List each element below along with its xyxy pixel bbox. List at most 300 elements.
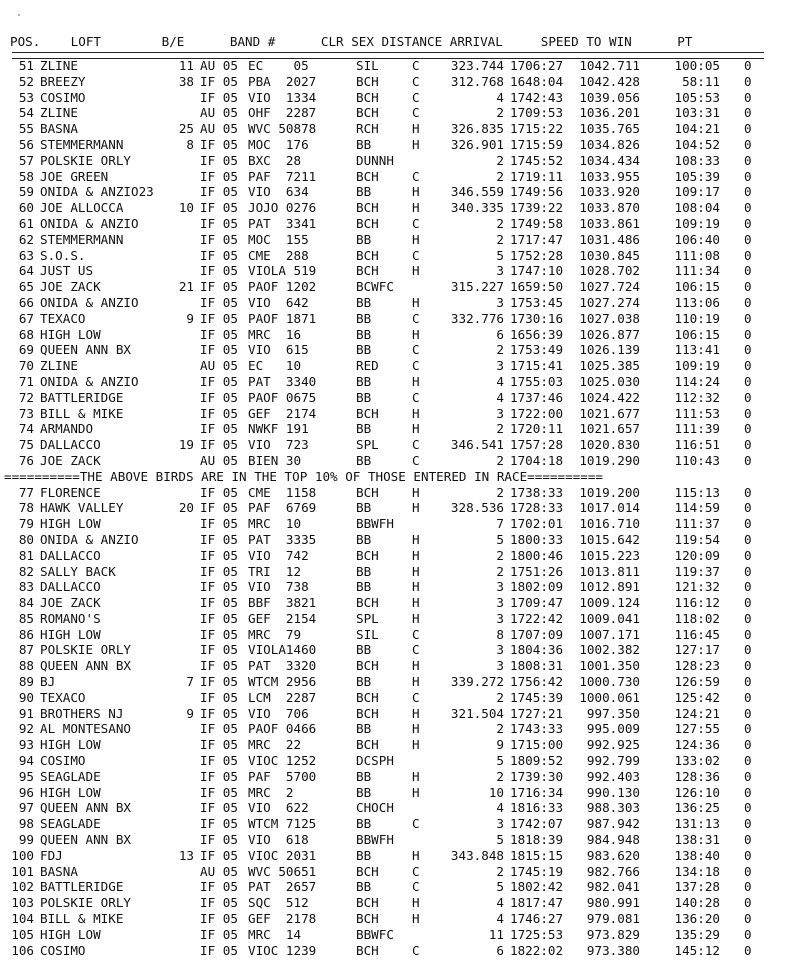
band-cell: MRC 10 — [248, 516, 302, 532]
band-cell: PAOF 0675 — [248, 389, 317, 405]
year-cell: IF 05 — [200, 610, 238, 626]
to-win-cell: 116:12 — [674, 595, 720, 611]
speed-cell: 1028.702 — [579, 263, 640, 279]
table-row — [4, 548, 774, 564]
points-cell: 0 — [744, 547, 752, 563]
distance-cell: 3 — [496, 658, 504, 674]
position-cell: 78 — [18, 500, 34, 516]
arrival-cell: 1730:16 — [510, 310, 564, 326]
position-cell: 66 — [18, 294, 34, 310]
position-cell: 100 — [11, 847, 34, 863]
arrival-cell: 1756:42 — [510, 674, 564, 690]
arrival-cell: 1753:49 — [510, 342, 564, 358]
distance-cell: 323.744 — [450, 58, 504, 73]
position-cell: 104 — [11, 911, 34, 927]
year-cell: IF 05 — [200, 642, 238, 658]
arrival-cell: 1707:09 — [510, 626, 564, 642]
points-cell: 0 — [744, 58, 752, 73]
loft-cell: BILL & MIKE — [40, 405, 124, 421]
arrival-cell: 1719:11 — [510, 168, 564, 184]
loft-cell: ARMANDO — [40, 421, 94, 437]
position-cell: 65 — [18, 279, 34, 295]
speed-cell: 1033.870 — [579, 200, 640, 216]
position-cell: 64 — [18, 263, 34, 279]
color-cell: BB — [356, 342, 372, 358]
speed-cell: 984.948 — [586, 832, 640, 848]
table-row — [4, 816, 774, 832]
band-cell: PAT 3320 — [248, 658, 317, 674]
points-cell: 0 — [744, 452, 752, 468]
sex-cell: H — [412, 326, 420, 342]
color-cell: BB — [356, 531, 372, 547]
be-cell: 10 — [178, 200, 194, 216]
to-win-cell: 128:23 — [674, 658, 720, 674]
speed-cell: 1033.861 — [579, 215, 640, 231]
sex-cell: C — [412, 689, 420, 705]
sex-cell: H — [412, 911, 420, 927]
arrival-cell: 1742:43 — [510, 89, 564, 105]
distance-cell: 3 — [496, 358, 504, 374]
position-cell: 103 — [11, 895, 34, 911]
speed-cell: 1030.845 — [579, 247, 640, 263]
band-cell: TRI 12 — [248, 563, 302, 579]
color-cell: BCH — [356, 484, 379, 500]
be-cell: 9 — [186, 705, 194, 721]
year-cell: IF 05 — [200, 547, 238, 563]
table-row — [4, 564, 774, 580]
speed-cell: 973.380 — [586, 942, 640, 958]
year-cell: IF 05 — [200, 231, 238, 247]
speed-cell: 1033.920 — [579, 184, 640, 200]
points-cell: 0 — [744, 405, 752, 421]
loft-cell: JOE GREEN — [40, 168, 109, 184]
table-row — [4, 279, 774, 295]
speed-cell: 1021.657 — [579, 421, 640, 437]
band-cell: PAT 2657 — [248, 879, 317, 895]
color-cell: BCWFC — [356, 279, 394, 295]
band-cell: JOJO 0276 — [248, 200, 317, 216]
band-cell: EC 05 — [248, 58, 309, 73]
points-cell: 0 — [744, 326, 752, 342]
year-cell: AU 05 — [200, 121, 238, 137]
to-win-cell: 104:52 — [674, 136, 720, 152]
to-win-cell: 140:28 — [674, 895, 720, 911]
year-cell: IF 05 — [200, 136, 238, 152]
arrival-cell: 1725:53 — [510, 926, 564, 942]
color-cell: RED — [356, 358, 379, 374]
to-win-cell: 113:06 — [674, 294, 720, 310]
band-cell: VIOLA1460 — [248, 642, 317, 658]
table-row — [4, 342, 774, 358]
position-cell: 80 — [18, 531, 34, 547]
distance-cell: 3 — [496, 642, 504, 658]
arrival-cell: 1737:46 — [510, 389, 564, 405]
points-cell: 0 — [744, 737, 752, 753]
distance-cell: 2 — [496, 721, 504, 737]
loft-cell: ONIDA & ANZIO — [40, 531, 139, 547]
loft-cell: DALLACCO — [40, 437, 101, 453]
loft-cell: TEXACO — [40, 310, 86, 326]
band-cell: PAOF 0466 — [248, 721, 317, 737]
to-win-cell: 116:51 — [674, 437, 720, 453]
to-win-cell: 106:15 — [674, 279, 720, 295]
sex-cell: C — [412, 58, 420, 73]
year-cell: IF 05 — [200, 816, 238, 832]
be-cell: 13 — [178, 847, 194, 863]
distance-cell: 10 — [488, 784, 504, 800]
speed-cell: 973.829 — [586, 926, 640, 942]
year-cell: IF 05 — [200, 674, 238, 690]
distance-cell: 5 — [496, 879, 504, 895]
band-cell: OHF 2287 — [248, 105, 317, 121]
position-cell: 92 — [18, 721, 34, 737]
position-cell: 68 — [18, 326, 34, 342]
color-cell: BBWFH — [356, 516, 394, 532]
band-cell: VIO 618 — [248, 832, 309, 848]
table-row — [4, 800, 774, 816]
year-cell: IF 05 — [200, 342, 238, 358]
year-cell: IF 05 — [200, 373, 238, 389]
loft-cell: HIGH LOW — [40, 326, 101, 342]
band-cell: NWKF 191 — [248, 421, 309, 437]
distance-cell: 3 — [496, 294, 504, 310]
color-cell: BCH — [356, 73, 379, 89]
position-cell: 101 — [11, 863, 34, 879]
arrival-cell: 1747:10 — [510, 263, 564, 279]
color-cell: BB — [356, 579, 372, 595]
distance-cell: 2 — [496, 689, 504, 705]
arrival-cell: 1706:27 — [510, 58, 564, 73]
position-cell: 84 — [18, 595, 34, 611]
sex-cell: C — [412, 879, 420, 895]
sex-cell: C — [412, 310, 420, 326]
loft-cell: ROMANO'S — [40, 610, 101, 626]
arrival-cell: 1739:30 — [510, 768, 564, 784]
color-cell: RCH — [356, 121, 379, 137]
arrival-cell: 1709:53 — [510, 105, 564, 121]
arrival-cell: 1717:47 — [510, 231, 564, 247]
year-cell: IF 05 — [200, 926, 238, 942]
year-cell: IF 05 — [200, 784, 238, 800]
loft-cell: DALLACCO — [40, 579, 101, 595]
position-cell: 57 — [18, 152, 34, 168]
arrival-cell: 1818:39 — [510, 832, 564, 848]
table-row — [4, 200, 774, 216]
distance-cell: 3 — [496, 405, 504, 421]
table-row — [4, 153, 774, 169]
to-win-cell: 118:02 — [674, 610, 720, 626]
points-cell: 0 — [744, 105, 752, 121]
year-cell: IF 05 — [200, 152, 238, 168]
color-cell: BCH — [356, 200, 379, 216]
position-cell: 105 — [11, 926, 34, 942]
band-cell: BBF 3821 — [248, 595, 317, 611]
arrival-cell: 1800:33 — [510, 531, 564, 547]
color-cell: BCH — [356, 689, 379, 705]
sex-cell: H — [412, 421, 420, 437]
position-cell: 85 — [18, 610, 34, 626]
sex-cell: H — [412, 231, 420, 247]
sex-cell: H — [412, 737, 420, 753]
points-cell: 0 — [744, 768, 752, 784]
band-cell: LCM 2287 — [248, 689, 317, 705]
loft-cell: BILL & MIKE — [40, 911, 124, 927]
points-cell: 0 — [744, 863, 752, 879]
speed-cell: 1009.041 — [579, 610, 640, 626]
band-cell: VIO 706 — [248, 705, 309, 721]
position-cell: 69 — [18, 342, 34, 358]
arrival-cell: 1757:28 — [510, 437, 564, 453]
sex-cell: H — [412, 294, 420, 310]
sex-cell: H — [412, 563, 420, 579]
be-cell: 8 — [186, 136, 194, 152]
loft-cell: QUEEN ANN BX — [40, 342, 131, 358]
arrival-cell: 1742:07 — [510, 816, 564, 832]
points-cell: 0 — [744, 247, 752, 263]
sex-cell: H — [412, 705, 420, 721]
points-cell: 0 — [744, 89, 752, 105]
points-cell: 0 — [744, 152, 752, 168]
band-cell: VIOC 1252 — [248, 753, 317, 769]
color-cell: BCH — [356, 705, 379, 721]
distance-cell: 326.835 — [450, 121, 504, 137]
distance-cell: 4 — [496, 389, 504, 405]
color-cell: BCH — [356, 911, 379, 927]
table-row — [4, 595, 774, 611]
table-row — [4, 848, 774, 864]
points-cell: 0 — [744, 895, 752, 911]
speed-cell: 990.130 — [586, 784, 640, 800]
distance-cell: 4 — [496, 373, 504, 389]
band-cell: VIO 615 — [248, 342, 309, 358]
speed-cell: 1000.061 — [579, 689, 640, 705]
distance-cell: 2 — [496, 484, 504, 500]
position-cell: 54 — [18, 105, 34, 121]
color-cell: BB — [356, 310, 372, 326]
band-cell: MRC 22 — [248, 737, 302, 753]
points-cell: 0 — [744, 705, 752, 721]
arrival-cell: 1738:33 — [510, 484, 564, 500]
year-cell: IF 05 — [200, 484, 238, 500]
table-row — [4, 674, 774, 690]
color-cell: BB — [356, 452, 372, 468]
speed-cell: 1001.350 — [579, 658, 640, 674]
distance-cell: 3 — [496, 816, 504, 832]
sex-cell: C — [412, 942, 420, 958]
loft-cell: ZLINE — [40, 58, 78, 73]
position-cell: 91 — [18, 705, 34, 721]
to-win-cell: 110:43 — [674, 452, 720, 468]
position-cell: 63 — [18, 247, 34, 263]
position-cell: 53 — [18, 89, 34, 105]
arrival-cell: 1804:36 — [510, 642, 564, 658]
color-cell: BB — [356, 421, 372, 437]
table-row — [4, 611, 774, 627]
loft-cell: QUEEN ANN BX — [40, 800, 131, 816]
color-cell: CHOCH — [356, 800, 394, 816]
points-cell: 0 — [744, 816, 752, 832]
arrival-cell: 1745:52 — [510, 152, 564, 168]
sex-cell: H — [412, 531, 420, 547]
color-cell: SPL — [356, 610, 379, 626]
speed-cell: 980.991 — [586, 895, 640, 911]
points-cell: 0 — [744, 121, 752, 137]
speed-cell: 1009.124 — [579, 595, 640, 611]
distance-cell: 2 — [496, 421, 504, 437]
position-cell: 75 — [18, 437, 34, 453]
sex-cell: C — [412, 437, 420, 453]
loft-cell: BROTHERS NJ — [40, 705, 124, 721]
table-row — [4, 627, 774, 643]
points-cell: 0 — [744, 136, 752, 152]
year-cell: IF 05 — [200, 500, 238, 516]
points-cell: 0 — [744, 437, 752, 453]
speed-cell: 995.009 — [586, 721, 640, 737]
loft-cell: HIGH LOW — [40, 926, 101, 942]
band-cell: BXC 28 — [248, 152, 302, 168]
speed-cell: 1026.877 — [579, 326, 640, 342]
to-win-cell: 108:33 — [674, 152, 720, 168]
to-win-cell: 124:36 — [674, 737, 720, 753]
band-cell: MRC 2 — [248, 784, 294, 800]
year-cell: IF 05 — [200, 184, 238, 200]
year-cell: IF 05 — [200, 768, 238, 784]
distance-cell: 5 — [496, 247, 504, 263]
distance-cell: 2 — [496, 863, 504, 879]
speed-cell: 992.799 — [586, 753, 640, 769]
table-row — [4, 706, 774, 722]
points-cell: 0 — [744, 389, 752, 405]
year-cell: AU 05 — [200, 452, 238, 468]
speed-cell: 987.942 — [586, 816, 640, 832]
table-row — [4, 263, 774, 279]
table-row — [4, 232, 774, 248]
table-row — [4, 721, 774, 737]
distance-cell: 326.901 — [450, 136, 504, 152]
position-cell: 52 — [18, 73, 34, 89]
distance-cell: 4 — [496, 911, 504, 927]
sex-cell: C — [412, 389, 420, 405]
arrival-cell: 1702:01 — [510, 516, 564, 532]
color-cell: BB — [356, 768, 372, 784]
color-cell: BCH — [356, 942, 379, 958]
to-win-cell: 116:45 — [674, 626, 720, 642]
arrival-cell: 1749:56 — [510, 184, 564, 200]
year-cell: IF 05 — [200, 294, 238, 310]
band-cell: WVC 50878 — [248, 121, 317, 137]
table-row — [4, 532, 774, 548]
sex-cell: H — [412, 768, 420, 784]
loft-cell: JOE ALLOCCA — [40, 200, 124, 216]
loft-cell: DALLACCO — [40, 547, 101, 563]
band-cell: MRC 14 — [248, 926, 302, 942]
arrival-cell: 1817:47 — [510, 895, 564, 911]
table-row — [4, 864, 774, 880]
band-cell: WTCM 7125 — [248, 816, 317, 832]
points-cell: 0 — [744, 73, 752, 89]
speed-cell: 1015.223 — [579, 547, 640, 563]
to-win-cell: 136:20 — [674, 911, 720, 927]
distance-cell: 3 — [496, 263, 504, 279]
points-cell: 0 — [744, 658, 752, 674]
table-row — [4, 216, 774, 232]
year-cell: IF 05 — [200, 689, 238, 705]
speed-cell: 1002.382 — [579, 642, 640, 658]
table-row — [4, 184, 774, 200]
points-cell: 0 — [744, 484, 752, 500]
to-win-cell: 121:32 — [674, 579, 720, 595]
table-row — [4, 485, 774, 501]
to-win-cell: 137:28 — [674, 879, 720, 895]
table-row — [4, 374, 774, 390]
position-cell: 73 — [18, 405, 34, 421]
color-cell: BCH — [356, 658, 379, 674]
color-cell: BCH — [356, 895, 379, 911]
arrival-cell: 1745:39 — [510, 689, 564, 705]
band-cell: PBA 2027 — [248, 73, 317, 89]
position-cell: 83 — [18, 579, 34, 595]
position-cell: 60 — [18, 200, 34, 216]
position-cell: 77 — [18, 484, 34, 500]
sex-cell: H — [412, 500, 420, 516]
band-cell: MRC 79 — [248, 626, 302, 642]
table-row — [4, 879, 774, 895]
to-win-cell: 119:37 — [674, 563, 720, 579]
points-cell: 0 — [744, 595, 752, 611]
color-cell: BCH — [356, 737, 379, 753]
year-cell: AU 05 — [200, 105, 238, 121]
position-cell: 51 — [18, 58, 34, 73]
position-cell: 67 — [18, 310, 34, 326]
speed-cell: 1027.038 — [579, 310, 640, 326]
distance-cell: 312.768 — [450, 73, 504, 89]
points-cell: 0 — [744, 231, 752, 247]
color-cell: BCH — [356, 89, 379, 105]
loft-cell: ONIDA & ANZIO — [40, 215, 139, 231]
to-win-cell: 114:59 — [674, 500, 720, 516]
loft-cell: BATTLERIDGE — [40, 389, 124, 405]
distance-cell: 339.272 — [450, 674, 504, 690]
table-row — [4, 248, 774, 264]
table-row — [4, 295, 774, 311]
points-cell: 0 — [744, 279, 752, 295]
loft-cell: HIGH LOW — [40, 737, 101, 753]
year-cell: IF 05 — [200, 595, 238, 611]
distance-cell: 315.227 — [450, 279, 504, 295]
points-cell: 0 — [744, 674, 752, 690]
table-row — [4, 500, 774, 516]
speed-cell: 997.350 — [586, 705, 640, 721]
loft-cell: BATTLERIDGE — [40, 879, 124, 895]
sex-cell: C — [412, 73, 420, 89]
speed-cell: 1024.422 — [579, 389, 640, 405]
color-cell: BB — [356, 847, 372, 863]
band-cell: VIOLA 519 — [248, 263, 317, 279]
distance-cell: 340.335 — [450, 200, 504, 216]
distance-cell: 9 — [496, 737, 504, 753]
color-cell: BB — [356, 136, 372, 152]
speed-cell: 1027.724 — [579, 279, 640, 295]
table-row — [4, 358, 774, 374]
speed-cell: 1033.955 — [579, 168, 640, 184]
to-win-cell: 109:19 — [674, 215, 720, 231]
loft-cell: HIGH LOW — [40, 784, 101, 800]
be-cell: 38 — [178, 73, 194, 89]
arrival-cell: 1728:33 — [510, 500, 564, 516]
position-cell: 99 — [18, 832, 34, 848]
loft-cell: JOE ZACK — [40, 595, 101, 611]
to-win-cell: 115:13 — [674, 484, 720, 500]
